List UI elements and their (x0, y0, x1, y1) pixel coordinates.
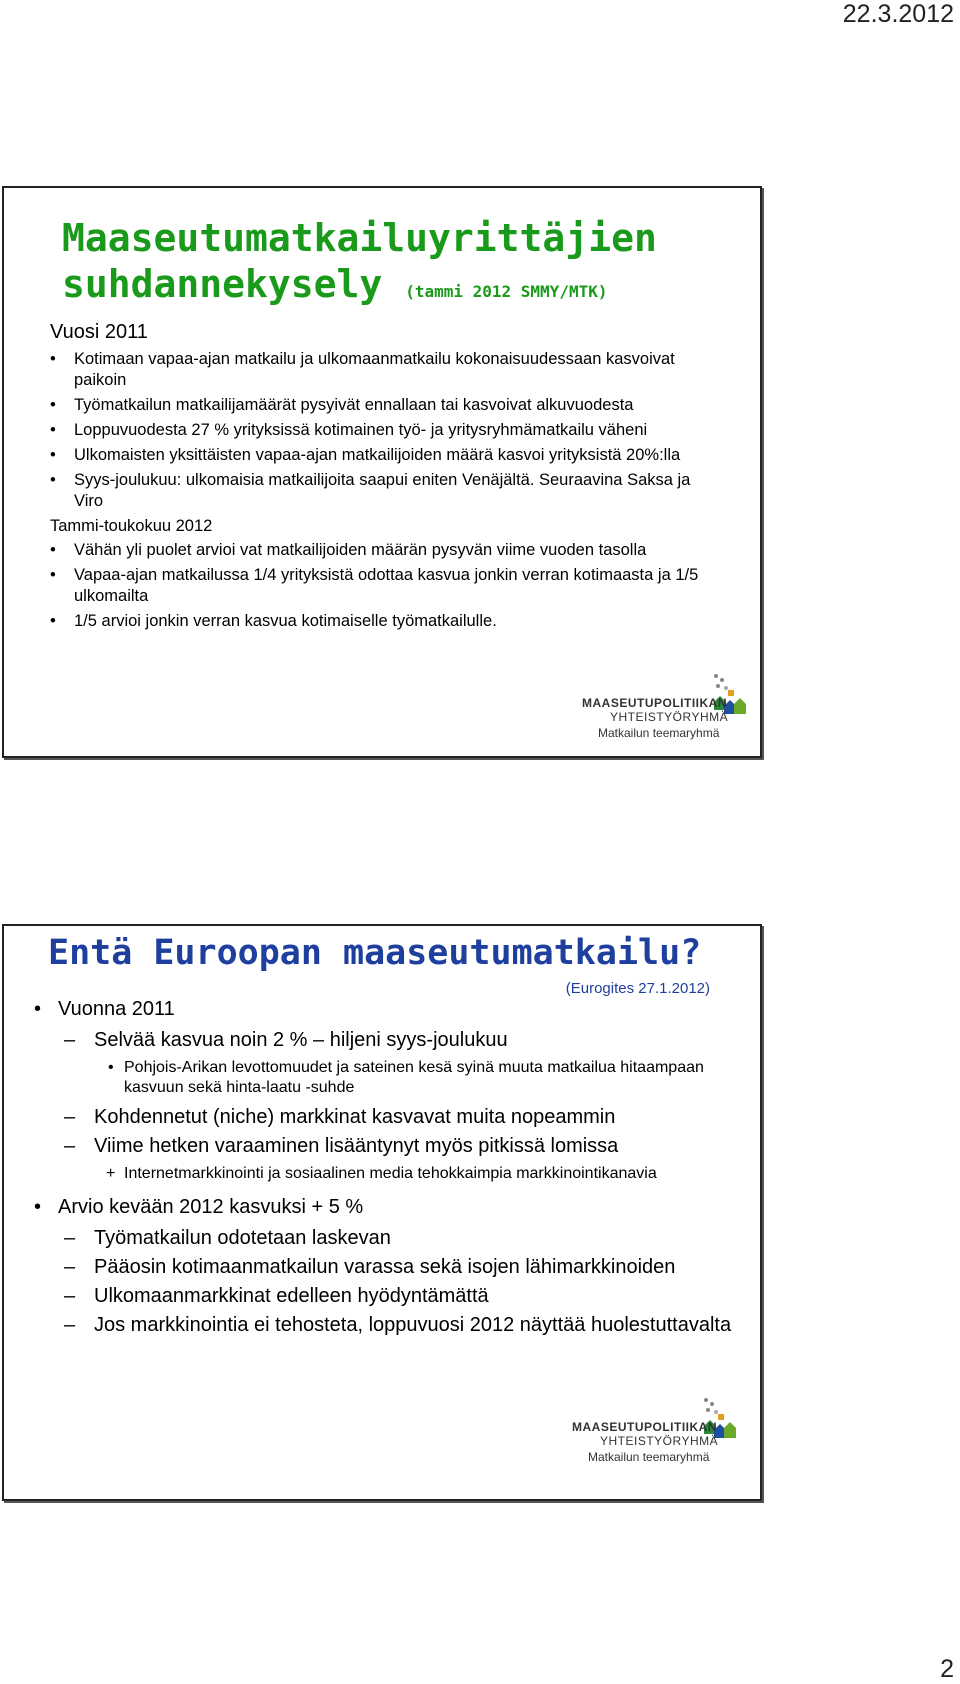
list-item: – Selvää kasvua noin 2 % – hiljeni syys-joulukuu (32, 1029, 732, 1052)
slide-2 (2, 924, 762, 1501)
maaseutupolitiikka-logo (582, 672, 762, 744)
slide-2-source: (Eurogites 27.1.2012) (565, 980, 710, 997)
list-item: • Kotimaan vapaa-ajan matkailu ja ulkomaanmatkailu kokonaisuudessaan kasvoivat paikoin (50, 349, 710, 391)
section-heading: Vuosi 2011 (50, 321, 148, 343)
list-item: – Ulkomaanmarkkinat edelleen hyödyntämättä (32, 1285, 732, 1308)
slide-1-title-main: Maaseutumatkailuyrittäjien suhdannekysely (62, 216, 657, 306)
slide-2-body (32, 998, 732, 1343)
list-item: – Pääosin kotimaanmatkailun varassa sekä isojen lähimarkkinoiden (32, 1256, 732, 1279)
logo-text: MAASEUTUPOLITIIKAN (572, 1420, 717, 1434)
logo-text: Matkailun teemaryhmä (588, 1450, 710, 1464)
slide-1-body (50, 322, 710, 636)
slide-1 (2, 186, 762, 758)
list-item: • Arvio kevään 2012 kasvuksi + 5 % (32, 1196, 732, 1219)
list-item: • Vuonna 2011 (32, 998, 732, 1021)
section-heading: Tammi-toukokuu 2012 (50, 517, 213, 535)
logo-text: YHTEISTYÖRYHMÄ (610, 710, 729, 724)
list-item: • Ulkomaisten yksittäisten vapaa-ajan matkailijoiden määrä kasvoi yrityksistä 20%:lla (50, 445, 710, 466)
slide-2-title: Entä Euroopan maaseutumatkailu? (48, 933, 702, 973)
slide-1-title (62, 216, 752, 307)
list-item: – Jos markkinointia ei tehosteta, loppuvuosi 2012 näyttää huolestuttavalta (32, 1314, 732, 1337)
maaseutupolitiikka-logo (572, 1396, 752, 1468)
page-number: 2 (940, 1655, 954, 1683)
list-item: • 1/5 arvioi jonkin verran kasvua kotimaiselle työmatkailulle. (50, 611, 710, 632)
list-item: • Syys-joulukuu: ulkomaisia matkailijoita saapui eniten Venäjältä. Seuraavina Saksa ja Viro (50, 470, 710, 512)
list-item: • Vähän yli puolet arvioi vat matkailijoiden määrän pysyvän viime vuoden tasolla (50, 540, 710, 561)
bullet-list (50, 540, 710, 632)
slide-1-title-sub: (tammi 2012 SMMY/MTK) (405, 281, 608, 301)
page-date: 22.3.2012 (842, 0, 954, 28)
list-item: • Työmatkailun matkailijamäärät pysyivät ennallaan tai kasvoivat alkuvuodesta (50, 395, 710, 416)
list-item: – Työmatkailun odotetaan laskevan (32, 1227, 732, 1250)
bullet-list (50, 349, 710, 512)
list-item: – Kohdennetut (niche) markkinat kasvavat muita nopeammin (32, 1106, 732, 1129)
list-item: • Loppuvuodesta 27 % yrityksissä kotimainen työ- ja yritysryhmämatkailu väheni (50, 420, 710, 441)
list-item: – Viime hetken varaaminen lisääntynyt myös pitkissä lomissa (32, 1135, 732, 1158)
list-item: + Internetmarkkinointi ja sosiaalinen media tehokkaimpia markkinointikanavia (32, 1164, 732, 1184)
logo-text: MAASEUTUPOLITIIKAN (582, 696, 727, 710)
logo-text: Matkailun teemaryhmä (598, 726, 720, 740)
list-item: • Pohjois-Arikan levottomuudet ja sateinen kesä syinä muuta matkailua hitaampaan kasvuun sekä hinta-laatu -suhde (32, 1058, 732, 1098)
logo-text: YHTEISTYÖRYHMÄ (600, 1434, 719, 1448)
list-item: • Vapaa-ajan matkailussa 1/4 yrityksistä odottaa kasvua jonkin verran kotimaasta ja 1/5 ulkomailta (50, 565, 710, 607)
